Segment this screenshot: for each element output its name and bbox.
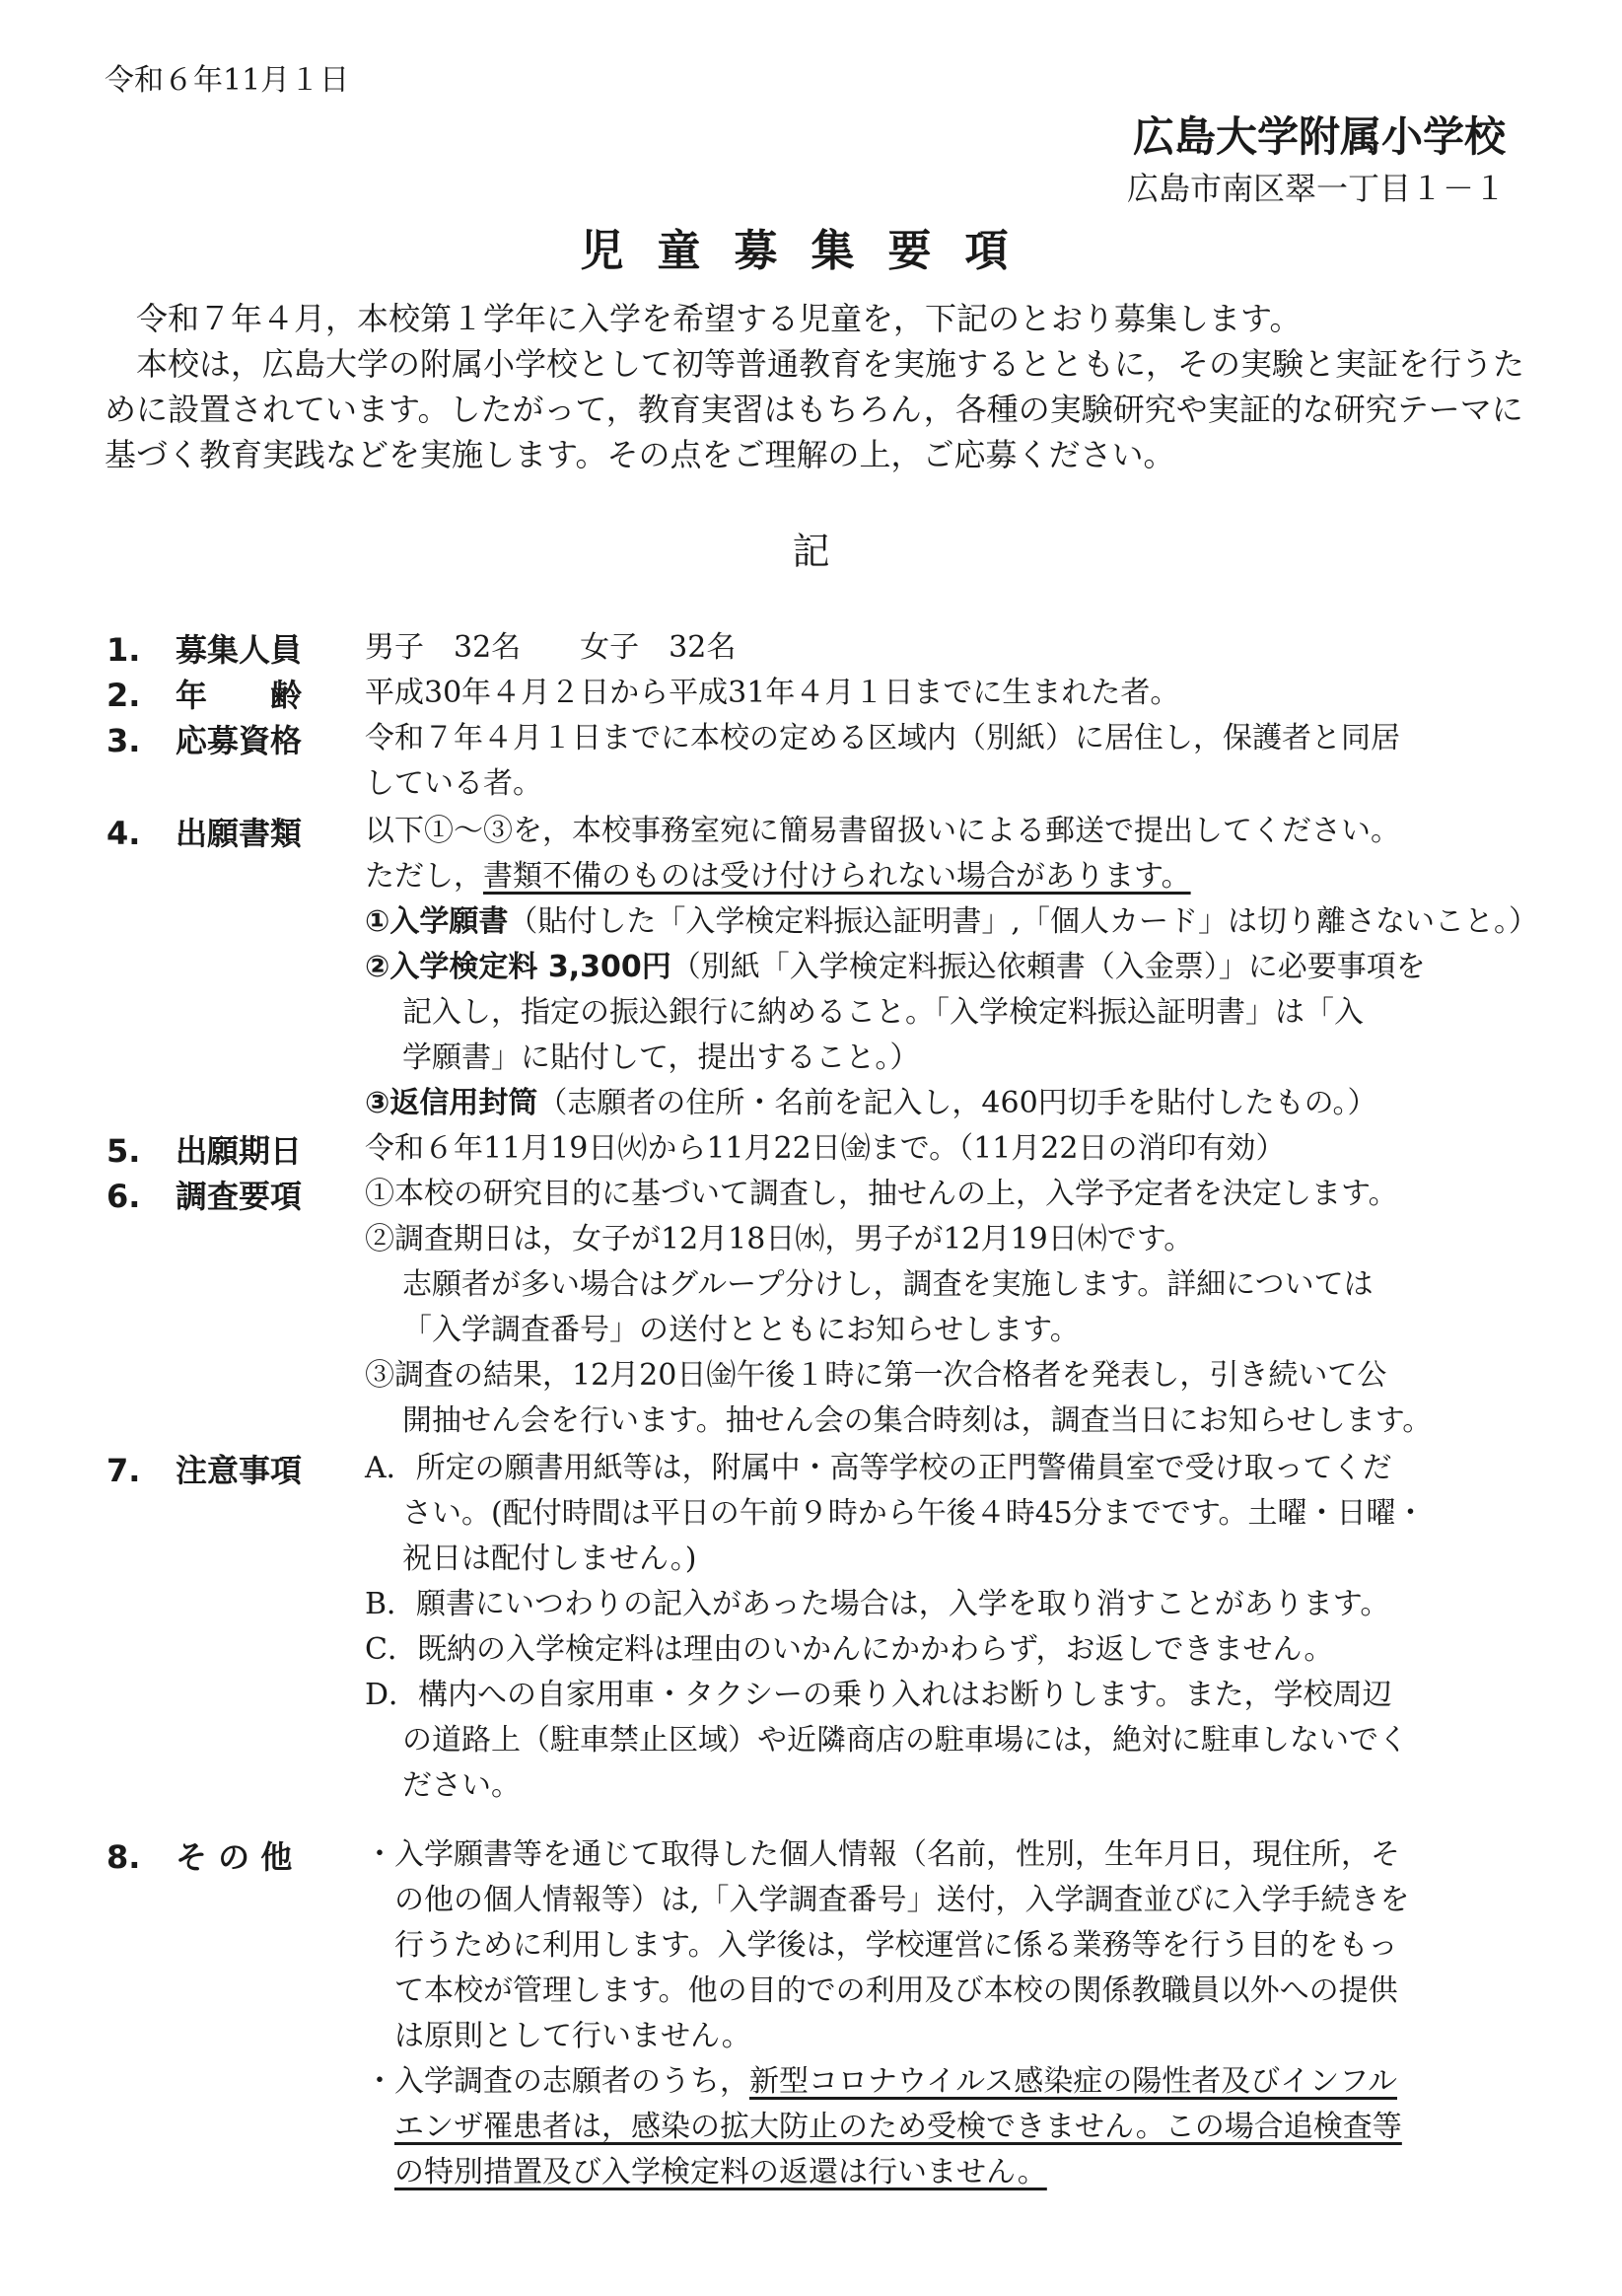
section-label bbox=[106, 1126, 353, 1172]
body-line: 男子 32名 女子 32名 bbox=[365, 630, 737, 665]
section-title: 応募資格 bbox=[176, 722, 303, 759]
body-line: ・入学願書等を通じて取得した個人情報（名前，性別，生年月日，現住所，そ bbox=[365, 1837, 1400, 1872]
body-line: て本校が管理します。他の目的での利用及び本校の関係教職員以外への提供 bbox=[394, 1973, 1398, 2008]
body-line: 記入し，指定の振込銀行に納めること。「入学検定料振込証明書」は「入 bbox=[402, 995, 1364, 1030]
item-detail: （貼付した「入学検定料振込証明書」,「個人カード」は切り離さないこと。） bbox=[508, 904, 1538, 939]
body-line: 祝日は配付しません。) bbox=[402, 1542, 697, 1576]
section-number: 2. bbox=[106, 677, 141, 714]
body-line: 学願書」に貼付して，提出すること。） bbox=[402, 1040, 920, 1075]
body-line: 令和７年４月１日までに本校の定める区域内（別紙）に居住し，保護者と同居 bbox=[365, 721, 1400, 755]
section-title: 年 齢 bbox=[176, 677, 303, 714]
body-line: している者。 bbox=[365, 766, 542, 801]
intro-paragraph: 令和７年４月，本校第１学年に入学を希望する児童を，下記のとおり募集します。 bbox=[136, 300, 1302, 337]
section-number: 5. bbox=[106, 1132, 141, 1170]
section-number: 6. bbox=[106, 1178, 141, 1215]
item-detail: （志願者の住所・名前を記入し，460円切手を貼付したもの。） bbox=[537, 1086, 1377, 1120]
section-body bbox=[365, 625, 1518, 671]
body-line: の道路上（駐車禁止区域）や近隣商店の駐車場には，絶対に駐車しないでく bbox=[402, 1723, 1408, 1758]
body-line: 令和６年11月19日㈫から11月22日㈮まで。（11月22日の消印有効） bbox=[365, 1131, 1286, 1166]
section-label bbox=[106, 1172, 353, 1217]
body-line bbox=[365, 2150, 1518, 2195]
body-line: は原則として行いません。 bbox=[394, 2019, 751, 2053]
intro-text bbox=[105, 296, 1524, 477]
section-body bbox=[365, 716, 1518, 807]
section-label bbox=[106, 1832, 353, 1878]
intro-paragraph: 本校は，広島大学の附属小学校として初等普通教育を実施するとともに，その実験と実証を行うために設置されています。したがって，教育実習はもちろん，各種の実験研究や実証的な研究テーマに基づく教育実践などを実施します。その点をご理解の上，ご応募ください。 bbox=[105, 345, 1525, 473]
underlined-warning: エンザ罹患者は，感染の拡大防止のため受検できません。この場合追検査等 bbox=[394, 2110, 1402, 2144]
body-line: 開抽せん会を行います。抽せん会の集合時刻は，調査当日にお知らせします。 bbox=[402, 1403, 1433, 1438]
body-line: ②調査期日は，女子が12月18日㈬，男子が12月19日㈭です。 bbox=[365, 1222, 1194, 1256]
document-item-2 bbox=[365, 945, 1518, 990]
issue-date: 令和６年11月１日 bbox=[105, 63, 350, 98]
body-line: B．願書にいつわりの記入があった場合は，入学を取り消すことがあります。 bbox=[365, 1587, 1390, 1621]
body-text: ただし， bbox=[365, 859, 483, 894]
item-title: ③返信用封筒 bbox=[365, 1086, 538, 1120]
body-text: ・入学調査の志願者のうち， bbox=[365, 2064, 749, 2099]
body-line: 以下①～③を，本校事務室宛に簡易書留扱いによる郵送で提出してください。 bbox=[365, 814, 1400, 848]
body-line: ①本校の研究目的に基づいて調査し，抽せんの上，入学予定者を決定します。 bbox=[365, 1177, 1398, 1211]
document-item-1 bbox=[365, 899, 1538, 945]
body-line: C．既納の入学検定料は理由のいかんにかかわらず，お返しできません。 bbox=[365, 1632, 1334, 1667]
section-body bbox=[365, 1832, 1518, 2195]
section-number: 4. bbox=[106, 815, 141, 852]
section-body bbox=[365, 1126, 1518, 1172]
section-title: 募集人員 bbox=[176, 631, 303, 669]
body-line: ③調査の結果，12月20日㈮午後１時に第一次合格者を発表し，引き続いて公 bbox=[365, 1358, 1387, 1393]
document-item-3 bbox=[365, 1081, 1518, 1126]
section-title: 出願期日 bbox=[176, 1132, 303, 1170]
section-body bbox=[365, 809, 1538, 1126]
section-label bbox=[106, 1446, 353, 1491]
body-line bbox=[365, 2059, 1518, 2105]
school-name: 広島大学附属小学校 bbox=[1132, 112, 1506, 161]
body-line: さい。(配付時間は平日の午前９時から午後４時45分までです。土曜・日曜・ bbox=[402, 1496, 1426, 1531]
section-body bbox=[365, 1446, 1518, 1809]
body-line: 志願者が多い場合はグループ分けし，調査を実施します。詳細については bbox=[402, 1267, 1374, 1302]
section-label bbox=[106, 625, 353, 671]
body-line: 行うために利用します。入学後は，学校運営に係る業務等を行う目的をもっ bbox=[394, 1928, 1398, 1963]
school-address: 広島市南区翠一丁目１－１ bbox=[1126, 170, 1506, 207]
section-title: 注意事項 bbox=[176, 1452, 303, 1489]
body-line: A．所定の願書用紙等は，附属中・高等学校の正門警備員室で受け取ってくだ bbox=[365, 1451, 1392, 1485]
body-line bbox=[365, 854, 1518, 899]
item-detail: （別紙「入学検定料振込依頼書（入金票）」に必要事項を bbox=[670, 950, 1426, 984]
section-title: 調査要項 bbox=[176, 1178, 303, 1215]
section-title: 出願書類 bbox=[176, 815, 303, 852]
section-number: 3. bbox=[106, 722, 141, 759]
item-title: ②入学検定料 3,300円 bbox=[365, 950, 671, 984]
body-line: ださい。 bbox=[402, 1768, 521, 1803]
section-body bbox=[365, 1172, 1518, 1444]
section-number: 1. bbox=[106, 631, 141, 669]
body-line: 平成30年４月２日から平成31年４月１日までに生まれた者。 bbox=[365, 676, 1180, 710]
section-label bbox=[106, 809, 353, 854]
section-number: 8. bbox=[106, 1838, 141, 1876]
body-line: 「入学調査番号」の送付とともにお知らせします。 bbox=[402, 1313, 1080, 1347]
ki-heading: 記 bbox=[792, 530, 830, 573]
underlined-warning: 新型コロナウイルス感染症の陽性者及びインフル bbox=[749, 2064, 1397, 2099]
item-title: ①入学願書 bbox=[365, 904, 509, 939]
underlined-warning: の特別措置及び入学検定料の返還は行いません。 bbox=[394, 2155, 1047, 2189]
section-title: そ の 他 bbox=[176, 1838, 293, 1876]
section-label bbox=[106, 671, 353, 716]
section-label bbox=[106, 716, 353, 761]
document-title: 児童募集要項 bbox=[580, 226, 1042, 276]
body-line: の他の個人情報等）は,「入学調査番号」送付，入学調査並びに入学手続きを bbox=[394, 1883, 1410, 1917]
section-body bbox=[365, 671, 1518, 716]
body-line: D．構内への自家用車・タクシーの乗り入れはお断りします。また，学校周辺 bbox=[365, 1678, 1392, 1712]
underlined-warning: 書類不備のものは受け付けられない場合があります。 bbox=[483, 859, 1191, 894]
body-line bbox=[365, 2105, 1518, 2150]
section-number: 7. bbox=[106, 1452, 141, 1489]
